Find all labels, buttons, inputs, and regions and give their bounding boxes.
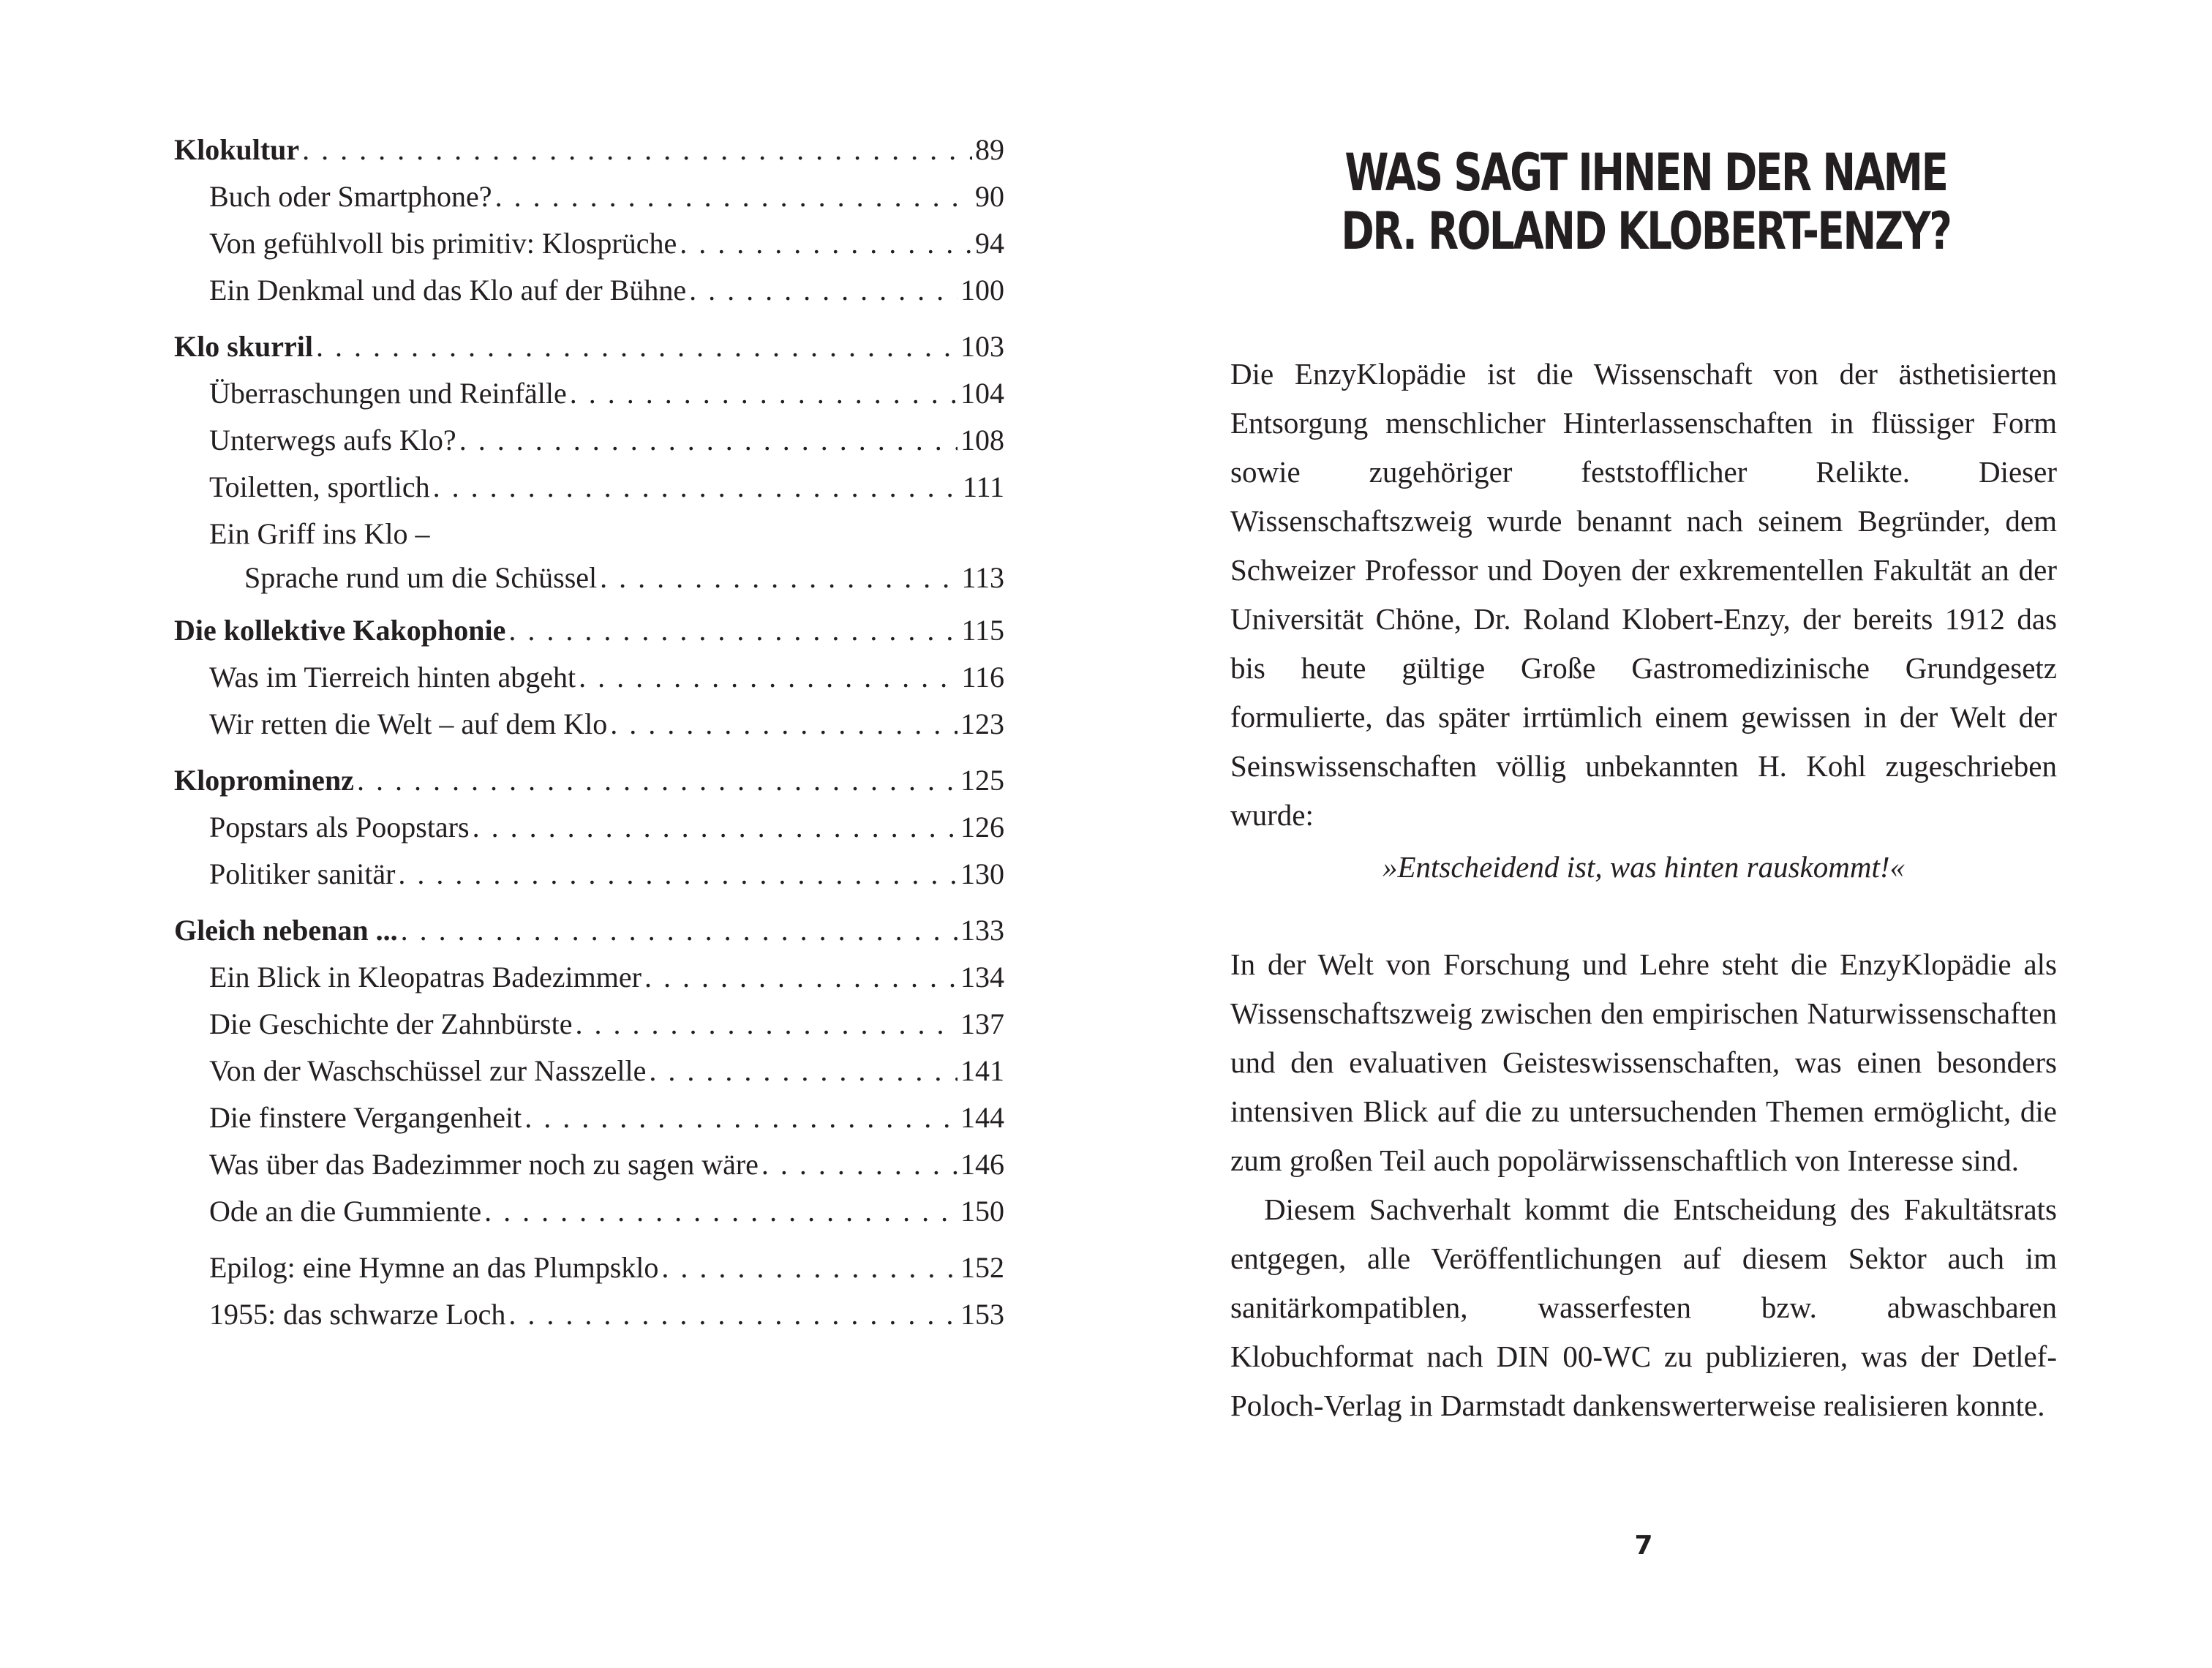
toc-page: 126 bbox=[960, 811, 1004, 844]
toc-section bbox=[174, 268, 1004, 312]
toc-section bbox=[174, 1190, 1004, 1233]
toc-title: Gleich nebenan ... bbox=[174, 914, 398, 947]
toc-title: 1955: das schwarze Loch bbox=[209, 1298, 506, 1331]
toc-chapter bbox=[174, 609, 1004, 653]
toc-section bbox=[174, 372, 1004, 416]
chapter-heading bbox=[1320, 143, 1971, 260]
toc-title: Kloprominenz bbox=[174, 764, 354, 797]
toc-chapter bbox=[174, 325, 1004, 369]
toc-page: 116 bbox=[961, 661, 1004, 694]
toc-page: 153 bbox=[960, 1298, 1004, 1331]
toc-title: Die Geschichte der Zahnbürste bbox=[209, 1007, 573, 1040]
toc-page: 123 bbox=[960, 707, 1004, 740]
toc-title: Klo skurril bbox=[174, 330, 314, 363]
toc-section bbox=[174, 1143, 1004, 1187]
toc-title: Toiletten, sportlich bbox=[209, 470, 430, 503]
toc-page: 137 bbox=[960, 1007, 1004, 1040]
toc-title: Politiker sanitär bbox=[209, 857, 396, 890]
toc-page: 133 bbox=[960, 914, 1004, 947]
toc-page: 100 bbox=[960, 274, 1004, 307]
toc-title: Von der Waschschüssel zur Nasszelle bbox=[209, 1054, 647, 1087]
toc-title: Epilog: eine Hymne an das Plumpsklo bbox=[209, 1251, 659, 1284]
toc-page: 89 bbox=[975, 133, 1004, 166]
toc-title: Unterwegs aufs Klo? bbox=[209, 424, 456, 457]
toc-section bbox=[174, 1002, 1004, 1046]
toc-page: 115 bbox=[961, 614, 1004, 647]
toc-page: 90 bbox=[975, 180, 1004, 213]
toc-page: 103 bbox=[960, 330, 1004, 363]
toc-section bbox=[174, 655, 1004, 699]
toc-title: Ein Blick in Kleopatras Badezimmer bbox=[209, 961, 642, 993]
toc-chapter bbox=[174, 128, 1004, 172]
toc-title: Popstars als Poopstars bbox=[209, 811, 470, 844]
toc-section bbox=[174, 1293, 1004, 1337]
toc-title: Was im Tierreich hinten abgeht bbox=[209, 661, 576, 694]
toc-title: Die finstere Vergangenheit bbox=[209, 1101, 522, 1134]
toc-section bbox=[174, 175, 1004, 219]
toc-page: 150 bbox=[960, 1195, 1004, 1228]
paragraph: Diesem Sachverhalt kommt die Entscheidung des Fakultätsrats entgegen, alle Veröffentlichungen auf diesem Sektor auch im sanitärkompatiblen, wasserfesten bzw. abwaschbaren Klobuchformat nach DIN 00-WC zu publizieren, was der Detlef-Poloch-Verlag in Darmstadt dankenswerterweise realisieren konnte. bbox=[1230, 1192, 2057, 1422]
toc-section bbox=[174, 1246, 1004, 1290]
chapter-heading-line: DR. ROLAND KLOBERT-ENZY? bbox=[1341, 201, 1951, 261]
body-text bbox=[1230, 940, 2057, 1430]
toc-page: 152 bbox=[960, 1251, 1004, 1284]
toc-section bbox=[174, 512, 1004, 600]
toc-page: 144 bbox=[960, 1101, 1004, 1134]
toc-title: Ode an die Gummiente bbox=[209, 1195, 482, 1228]
toc-title: Wir retten die Welt – auf dem Klo bbox=[209, 707, 608, 740]
paragraph: Die EnzyKlopädie ist die Wissenschaft von der ästhetisierten Entsorgung menschlicher Hinterlassenschaften in flüssiger Form sowie zugehöriger feststofflicher Relikte. Dieser Wissenschaftszweig wurde benannt nach seinem Begründer, dem Schweizer Professor und Doyen der exkrementellen Fakultät an der Universität Chöne, Dr. Roland Klobert-Enzy, der bereits 1912 das bis heute gültige Große Gastromedizinische Grundgesetz formulierte, das später irrtümlich einem gewissen in der Welt der Seinswissenschaften völlig unbekannten H. Kohl zugeschrieben wurde: bbox=[1230, 357, 2057, 832]
toc-page: 146 bbox=[960, 1148, 1004, 1181]
toc-page: 134 bbox=[960, 961, 1004, 993]
toc-chapter bbox=[174, 909, 1004, 953]
toc-title: Ein Griff ins Klo – bbox=[209, 517, 430, 550]
toc-page: 111 bbox=[962, 470, 1004, 503]
toc-section bbox=[174, 418, 1004, 462]
toc-section bbox=[174, 702, 1004, 746]
toc-section bbox=[174, 805, 1004, 849]
body-text bbox=[1230, 350, 2057, 840]
toc-page: 125 bbox=[960, 764, 1004, 797]
toc-title: Die kollektive Kakophonie bbox=[174, 614, 506, 647]
toc-title: Klokultur bbox=[174, 133, 300, 166]
toc-section bbox=[174, 1049, 1004, 1093]
toc-title-continued: Sprache rund um die Schüssel bbox=[244, 561, 598, 594]
toc-page: 104 bbox=[960, 377, 1004, 410]
toc-title: Ein Denkmal und das Klo auf der Bühne bbox=[209, 274, 687, 307]
toc-page: 113 bbox=[961, 561, 1004, 594]
toc-section bbox=[174, 852, 1004, 896]
toc-section bbox=[174, 955, 1004, 999]
toc-page: 130 bbox=[960, 857, 1004, 890]
toc-title: Von gefühlvoll bis primitiv: Klosprüche bbox=[209, 227, 677, 260]
quote: »Entscheidend ist, was hinten rauskommt!« bbox=[1382, 850, 1906, 884]
page-number: 7 bbox=[1634, 1530, 1653, 1560]
toc-title: Was über das Badezimmer noch zu sagen wäre bbox=[209, 1148, 759, 1181]
toc-page: 108 bbox=[960, 424, 1004, 457]
chapter-heading-line: WAS SAGT IHNEN DER NAME bbox=[1344, 143, 1947, 203]
toc-section bbox=[174, 1096, 1004, 1140]
toc-page: 141 bbox=[960, 1054, 1004, 1087]
toc-section bbox=[174, 465, 1004, 509]
toc-section bbox=[174, 222, 1004, 266]
toc-title: Überraschungen und Reinfälle bbox=[209, 377, 567, 410]
toc-page: 94 bbox=[975, 227, 1004, 260]
toc-title: Buch oder Smartphone? bbox=[209, 180, 492, 213]
toc-chapter bbox=[174, 759, 1004, 803]
paragraph: In der Welt von Forschung und Lehre steht die EnzyKlopädie als Wissenschaftszweig zwischen den empirischen Naturwissenschaften und den evaluativen Geisteswissenschaften, was einen besonders intensiven Blick auf die zu untersuchenden Themen ermöglicht, die zum großen Teil auch popolärwissenschaftlich von Interesse sind. bbox=[1230, 947, 2057, 1177]
